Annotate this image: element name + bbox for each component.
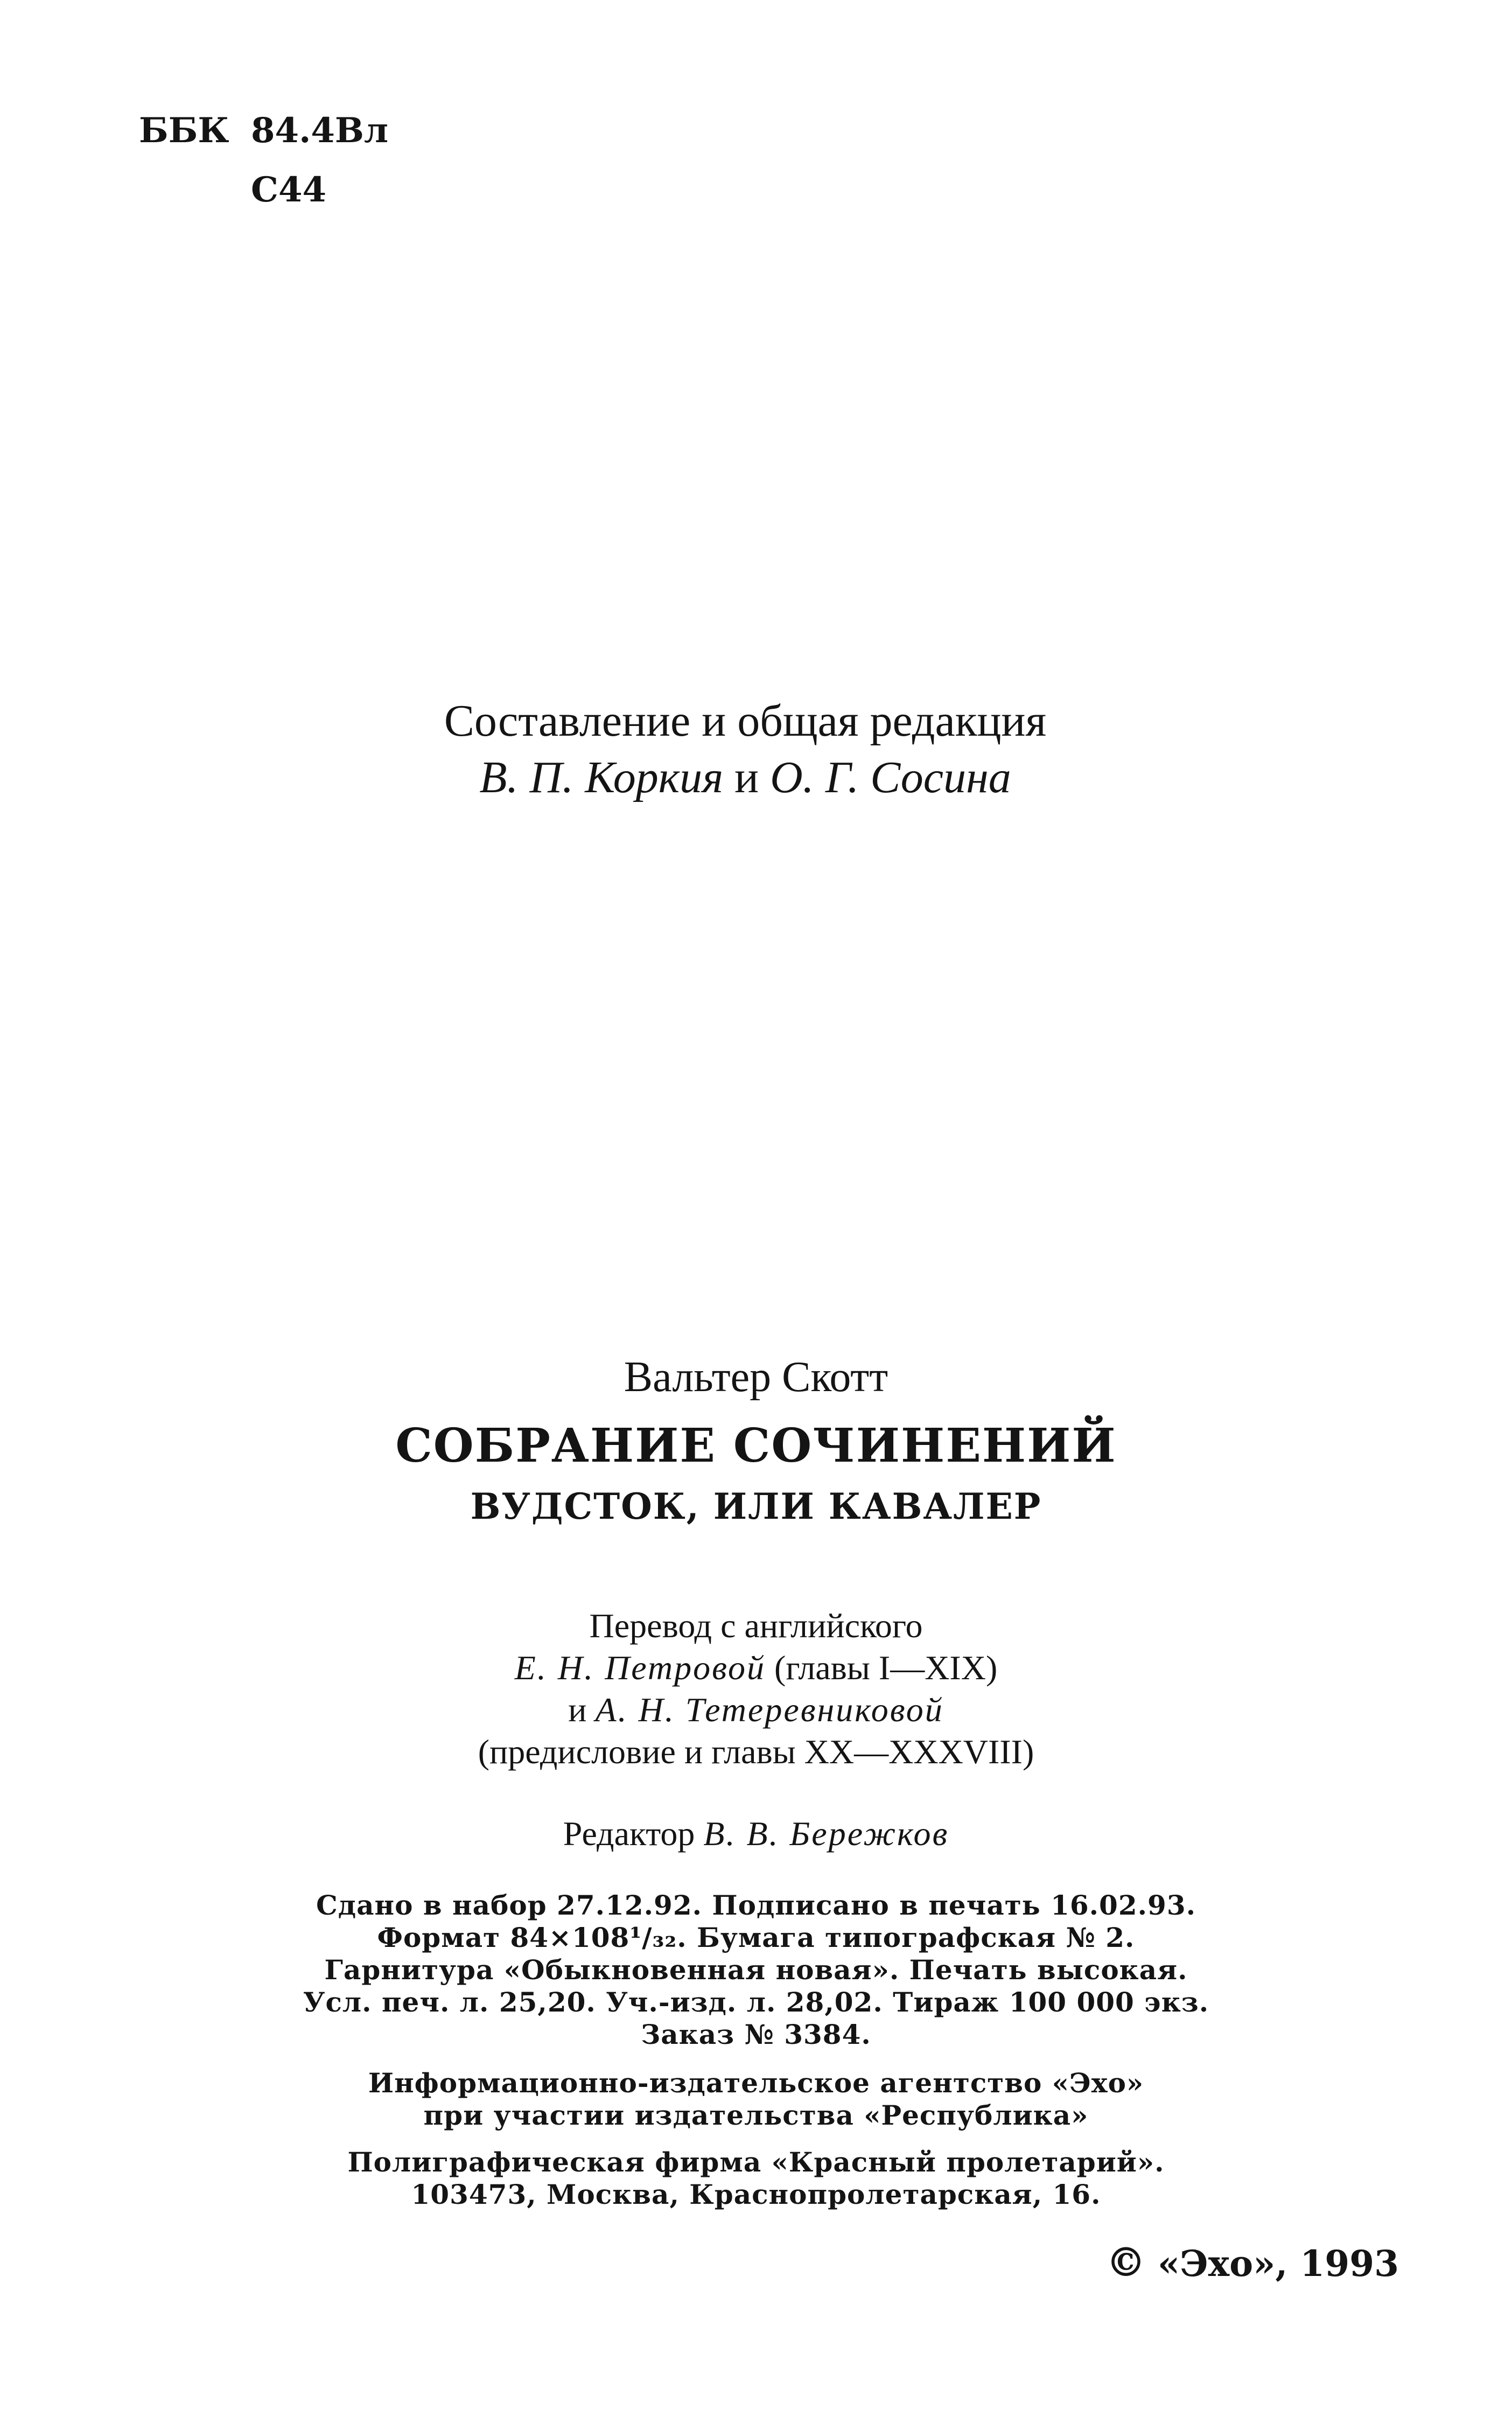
translator-2-line xyxy=(0,1689,1512,1731)
copyright-icon: © xyxy=(1105,2239,1146,2286)
series-title: СОБРАНИЕ СОЧИНЕНИЙ xyxy=(395,1419,1117,1473)
tech-line-3: Гарнитура «Обыкновенная новая». Печать высокая. xyxy=(324,1954,1188,1986)
tech-line-4: Усл. печ. л. 25,20. Уч.-изд. л. 28,02. Тираж 100 000 экз. xyxy=(303,1986,1209,2018)
tech-line-5: Заказ № 3384. xyxy=(641,2019,871,2050)
publisher-agency xyxy=(0,2067,1512,2132)
compiled-block xyxy=(0,695,1512,804)
editor-line xyxy=(0,1814,1512,1854)
agency-line-1: Информационно-издательское агентство «Эхо» xyxy=(368,2067,1144,2099)
editor-label: Редактор xyxy=(563,1814,704,1853)
printer-line-2: 103473, Москва, Краснопролетарская, 16. xyxy=(411,2178,1101,2210)
bbk-label: ББК xyxy=(139,110,229,151)
translator-2-name: А. Н. Тетеревниковой xyxy=(595,1691,944,1729)
book-title: ВУДСТОК, ИЛИ КАВАЛЕР xyxy=(470,1485,1042,1527)
compiled-heading: Составление и общая редакция xyxy=(444,696,1047,746)
editor-name-1: В. П. Коркия xyxy=(479,752,724,802)
translation-heading: Перевод с английского xyxy=(589,1607,923,1645)
translator-1-line xyxy=(0,1647,1512,1689)
copyright xyxy=(1106,2239,1399,2286)
translators-conjunction: и xyxy=(568,1691,596,1729)
printer-line-1: Полиграфическая фирма «Красный пролетарий». xyxy=(347,2146,1165,2178)
tech-line-2: Формат 84×108¹/₃₂. Бумага типографская № 2. xyxy=(377,1922,1135,1953)
editor-name: В. В. Бережков xyxy=(703,1814,949,1853)
agency-line-2: при участии издательства «Республика» xyxy=(423,2099,1089,2131)
book-author: Вальтер Скотт xyxy=(624,1353,888,1401)
author-sign: С44 xyxy=(251,170,326,210)
copyright-text: «Эхо», 1993 xyxy=(1157,2243,1399,2285)
tech-line-1: Сдано в набор 27.12.92. Подписано в печать 16.02.93. xyxy=(316,1889,1196,1921)
technical-details xyxy=(0,1889,1512,2051)
bbk-code: 84.4Вл xyxy=(251,110,389,151)
printing-house xyxy=(0,2146,1512,2211)
editors-conjunction: и xyxy=(723,752,771,802)
translator-2-note: (предисловие и главы XX—XXXVIII) xyxy=(478,1733,1034,1771)
translator-1-note: (главы I—XIX) xyxy=(766,1649,998,1687)
editor-name-2: О. Г. Сосина xyxy=(770,752,1011,802)
compiled-editors xyxy=(0,751,1512,804)
translator-1-name: Е. Н. Петровой xyxy=(514,1649,766,1687)
translation-block xyxy=(0,1605,1512,1773)
